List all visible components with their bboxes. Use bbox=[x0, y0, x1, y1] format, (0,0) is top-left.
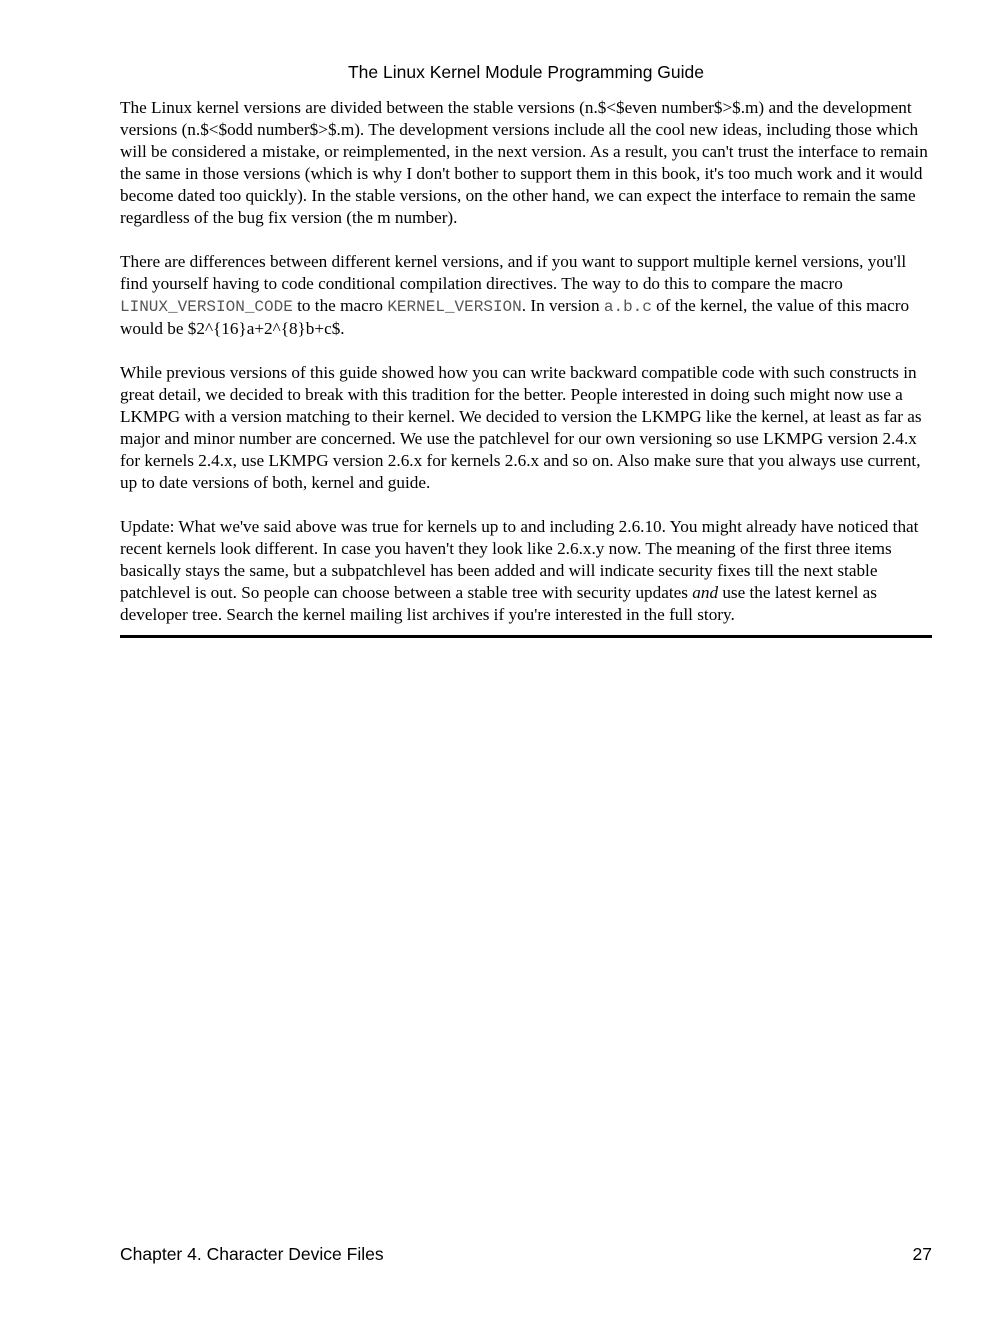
p2-text-1: There are differences between different kernel versions, and if you want to support multiple kernel versions, you'll find yourself having to code conditional compilation directives. The way to do this to compare the macro bbox=[120, 252, 907, 293]
paragraph-backward-compat: While previous versions of this guide showed how you can write backward compatible code with such constructs in great detail, we decided to break with this tradition for the better. People interested in doing such might now use a LKMPG with a version matching to their kernel. We decided to version the LKMPG like the kernel, at least as far as major and minor number are concerned. We use the patchlevel for our own versioning so use LKMPG version 2.4.x for kernels 2.4.x, use LKMPG version 2.6.x for kernels 2.6.x and so on. Also make sure that you always use current, up to date versions of both, kernel and guide. bbox=[120, 363, 922, 492]
p4-text-1: Update: What we've said above was true for kernels up to and including 2.6.10. You might already have noticed that recent kernels look different. In case you haven't they look like 2.6.x.y now. The meaning of the first three items basically stays the same, but a subpatchlevel has been added and will indicate security fixes till the next stable patchlevel is out. So people can choose between a stable tree with security updates bbox=[120, 517, 919, 602]
paragraph-update bbox=[120, 516, 932, 626]
page-body bbox=[120, 97, 932, 626]
footer-page-number: 27 bbox=[912, 1244, 932, 1264]
footer-chapter: Chapter 4. Character Device Files bbox=[120, 1244, 384, 1264]
paragraph-kernel-versions: The Linux kernel versions are divided between the stable versions (n.$<$even number$>$.m) and the development versions (n.$<$odd number$>$.m). The development versions include all the cool new ideas, including those which will be considered a mistake, or reimplemented, in the next version. As a result, you can't trust the interface to remain the same in those versions (which is why I don't bother to support them in this book, it's too much work and it would become dated too quickly). In the stable versions, on the other hand, we can expect the interface to remain the same regardless of the bug fix version (the m number). bbox=[120, 98, 928, 227]
p4-text-2: use the latest kernel as developer tree. Search the kernel mailing list archives if you're interested in the full story. bbox=[120, 583, 877, 624]
version-abc-code: a.b.c bbox=[603, 298, 652, 316]
p2-text-3: . In version bbox=[521, 296, 604, 315]
paragraph-version-macros bbox=[120, 251, 932, 340]
section-divider bbox=[120, 635, 932, 638]
p2-text-2: to the macro bbox=[292, 296, 388, 315]
kernel-version-macro: KERNEL_VERSION bbox=[387, 298, 522, 316]
emphasis-and: and bbox=[692, 583, 719, 602]
linux-version-code-macro: LINUX_VERSION_CODE bbox=[120, 298, 293, 316]
running-header: The Linux Kernel Module Programming Guide bbox=[347, 62, 704, 82]
p2-text-4: of the kernel, the value of this macro would be $2^{16}a+2^{8}b+c$. bbox=[120, 296, 910, 338]
